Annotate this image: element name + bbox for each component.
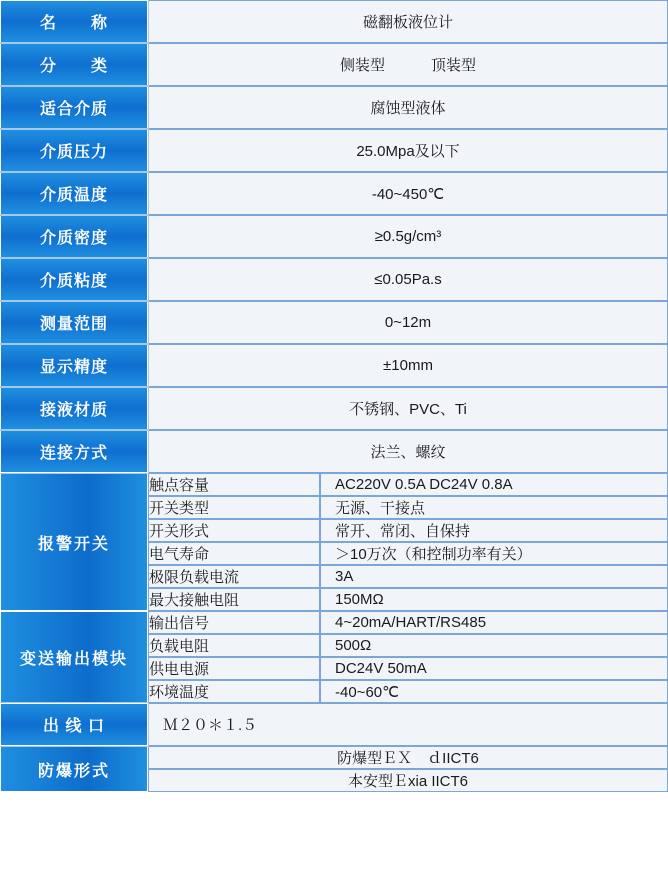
table-row: [0, 387, 668, 430]
row-label-name: 名 称: [0, 0, 148, 43]
sub-value-switch-type: 无源、干接点: [320, 496, 668, 519]
sub-label-power-supply: 供电电源: [148, 657, 320, 680]
row-value-medium: 腐蚀型液体: [148, 86, 668, 129]
sub-label-ambient-temperature: 环境温度: [148, 680, 320, 703]
sub-value-max-contact-resistance: 150MΩ: [320, 588, 668, 611]
table-row: [0, 43, 668, 86]
sub-label-switch-type: 开关类型: [148, 496, 320, 519]
table-row: [0, 215, 668, 258]
table-row: [0, 258, 668, 301]
row-label-range: 测量范围: [0, 301, 148, 344]
sub-value-switch-form: 常开、常闭、自保持: [320, 519, 668, 542]
row-label-density: 介质密度: [0, 215, 148, 258]
row-label-connection: 连接方式: [0, 430, 148, 473]
row-value-viscosity: ≤0.05Pa.s: [148, 258, 668, 301]
table-row: [0, 301, 668, 344]
sub-value-ambient-temperature: -40~60℃: [320, 680, 668, 703]
row-label-pressure: 介质压力: [0, 129, 148, 172]
row-value-connection: 法兰、螺纹: [148, 430, 668, 473]
row-value-category: [148, 43, 668, 86]
row-label-wetted-material: 接液材质: [0, 387, 148, 430]
sub-value-contact-capacity: AC220V 0.5A DC24V 0.8A: [320, 473, 668, 496]
sub-value-output-signal: 4~20mA/HART/RS485: [320, 611, 668, 634]
table-row: [0, 703, 668, 746]
row-value-wetted-material: 不锈钢、PVC、Ti: [148, 387, 668, 430]
row-value-name: 磁翻板液位计: [148, 0, 668, 43]
table-row: [0, 473, 668, 496]
row-label-category: 分 类: [0, 43, 148, 86]
row-value-outlet: Ｍ２０＊１.５: [148, 703, 668, 746]
table-row: [0, 344, 668, 387]
table-row: [0, 611, 668, 634]
table-row: [0, 746, 668, 769]
sub-label-contact-capacity: 触点容量: [148, 473, 320, 496]
row-label-temperature: 介质温度: [0, 172, 148, 215]
table-row: [0, 172, 668, 215]
table-row: [0, 129, 668, 172]
sub-label-load-resistance: 负载电阻: [148, 634, 320, 657]
sub-label-max-contact-resistance: 最大接触电阻: [148, 588, 320, 611]
row-label-outlet: 出 线 口: [0, 703, 148, 746]
sub-label-limit-load-current: 极限负载电流: [148, 565, 320, 588]
sub-value-limit-load-current: 3A: [320, 565, 668, 588]
table-row: [0, 430, 668, 473]
row-label-accuracy: 显示精度: [0, 344, 148, 387]
sub-label-electrical-life: 电气寿命: [148, 542, 320, 565]
group-label-transmitter-module: 变送输出模块: [0, 611, 148, 703]
category-option-top: 顶装型: [431, 57, 477, 74]
row-value-accuracy: ±10mm: [148, 344, 668, 387]
group-label-explosion-proof: 防爆形式: [0, 746, 148, 792]
row-value-pressure: 25.0Mpa及以下: [148, 129, 668, 172]
category-option-side: 侧装型: [339, 57, 385, 74]
explosion-proof-value-1: 防爆型ＥＸ ｄIICT6: [148, 746, 668, 769]
table-row: [0, 86, 668, 129]
row-label-viscosity: 介质粘度: [0, 258, 148, 301]
table-row: [0, 0, 668, 43]
sub-value-electrical-life: ＞10万次（和控制功率有关）: [320, 542, 668, 565]
sub-value-power-supply: DC24V 50mA: [320, 657, 668, 680]
row-value-range: 0~12m: [148, 301, 668, 344]
group-label-alarm-switch: 报警开关: [0, 473, 148, 611]
row-label-medium: 适合介质: [0, 86, 148, 129]
sub-label-output-signal: 输出信号: [148, 611, 320, 634]
explosion-proof-value-2: 本安型Ｅxia IICT6: [148, 769, 668, 792]
sub-value-load-resistance: 500Ω: [320, 634, 668, 657]
row-value-density: ≥0.5g/cm³: [148, 215, 668, 258]
sub-label-switch-form: 开关形式: [148, 519, 320, 542]
row-value-temperature: -40~450℃: [148, 172, 668, 215]
